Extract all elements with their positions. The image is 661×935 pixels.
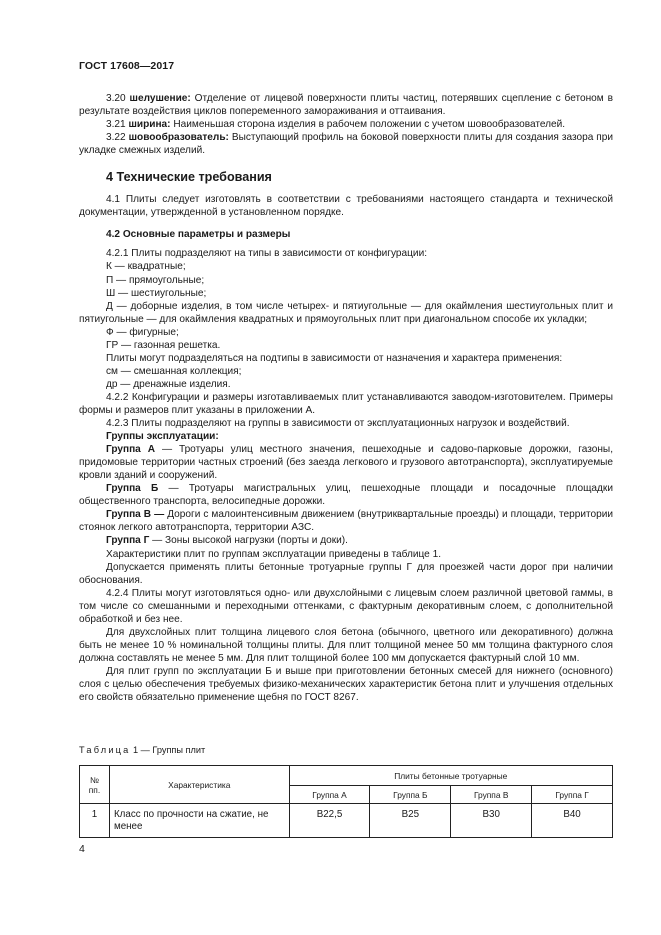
definition-text: Отделение от лицевой поверхности плиты частиц, потерявших сцепление с бетоном в результате воздействия циклов попеременного замораживания и оттаивания.	[79, 93, 613, 118]
row-number: 1	[80, 804, 110, 838]
col-header-group: Плиты бетонные тротуарные	[289, 766, 612, 786]
type-item-p: П — прямоугольные;	[106, 274, 205, 286]
col-header-characteristic: Характеристика	[109, 766, 289, 804]
definition-term: шелушение:	[129, 93, 191, 104]
subtype-item-sm: см — смешанная коллекция;	[106, 365, 242, 377]
page-header-standard: ГОСТ 17608—2017	[79, 60, 175, 72]
group-v	[79, 508, 613, 534]
paragraph-4-2-2: 4.2.2 Конфигурации и размеры изготавливаемых плит устанавливаются заводом-изготовителем. Примеры формы и размеров плит указаны в приложении А.	[79, 391, 613, 416]
group-text: — Тротуары улиц местного значения, пешеходные и садово-парковые дорожки, газоны, придомовые территории частных строений (без заезда легкового и грузового автотранспорта), эксплуатируемые кровли зданий и сооружений.	[79, 444, 613, 482]
table-caption	[79, 745, 205, 755]
type-item-gr: ГР — газонная решетка.	[106, 339, 221, 351]
definition-3-21	[79, 118, 613, 131]
paragraph-4-2-3: 4.2.3 Плиты подразделяют на группы в зависимости от эксплуатационных нагрузок и воздействий.	[106, 418, 570, 430]
col-header-group-a: Группа А	[289, 786, 370, 804]
definition-number: 3.20	[106, 93, 126, 104]
group-label: Группа Б	[106, 483, 159, 495]
groups-title: Группы эксплуатации:	[106, 431, 219, 443]
group-g	[79, 534, 613, 547]
col-header-group-v: Группа В	[451, 786, 532, 804]
group-text: — Тротуары магистральных улиц, пешеходные площади и посадочные площадки общественного транспорта, велосипедные дорожки.	[79, 483, 613, 508]
paragraph-allowed: Допускается применять плиты бетонные тротуарные группы Г для проезжей части дорог при наличии обоснования.	[79, 561, 613, 586]
paragraph-characteristics: Характеристики плит по группам эксплуатации приведены в таблице 1.	[106, 548, 442, 560]
type-item-d: Д — доборные изделия, в том числе четырех- и пятиугольные — для окаймления шестиугольных плит и пятиугольные — для окаймления квадратных и прямоугольных плит при диагональном способе их укладки;	[79, 300, 613, 325]
col-header-group-g: Группа Г	[532, 786, 613, 804]
page-number: 4	[79, 843, 85, 855]
paragraph-4-2-1: 4.2.1 Плиты подразделяют на типы в зависимости от конфигурации:	[106, 248, 428, 260]
value-group-v: В30	[451, 804, 532, 838]
value-group-g: В40	[532, 804, 613, 838]
subtype-item-dr: др — дренажные изделия.	[106, 378, 231, 390]
page-body	[79, 92, 613, 704]
col-header-group-b: Группа Б	[370, 786, 451, 804]
table-caption-prefix: Таблица	[79, 745, 131, 755]
section-title: 4 Технические требования	[106, 170, 272, 185]
type-item-f: Ф — фигурные;	[106, 326, 179, 338]
definition-text: Выступающий профиль на боковой поверхности плиты для создания зазора при укладке смежных изделий.	[79, 132, 613, 157]
group-a	[79, 443, 613, 482]
group-label: Группа Г	[106, 535, 150, 547]
paragraph-4-2-4: 4.2.4 Плиты могут изготовляться одно- или двухслойными с лицевым слоем различной цветовой гаммы, в том числе со смешанными и переходными оттенками, с фактурным декоративным слоем, с дополнительной обработкой и без нее.	[79, 587, 613, 625]
definition-text: Наименьшая сторона изделия в рабочем положении с учетом шовообразователей.	[170, 119, 566, 131]
group-label: Группа А	[106, 444, 156, 456]
definition-3-22	[79, 131, 613, 157]
definition-term: ширина:	[128, 119, 171, 131]
table-row	[80, 804, 613, 838]
subtypes-intro: Плиты могут подразделяться на подтипы в зависимости от назначения и характера применения:	[106, 352, 563, 364]
table-caption-title: 1 — Группы плит	[130, 745, 206, 755]
groups-table	[79, 765, 613, 838]
value-group-a: В22,5	[289, 804, 370, 838]
paragraph-groups-b: Для плит групп по эксплуатации Б и выше при приготовлении бетонных смесей для нижнего (основного) слоя с целью обеспечения требуемых физико-механических характеристик бетона плит и улучшения отдельных его свойств обязательно применение щебня по ГОСТ 8267.	[79, 665, 613, 704]
group-b	[79, 482, 613, 508]
type-item-k: К — квадратные;	[106, 261, 186, 273]
value-group-b: В25	[370, 804, 451, 838]
group-text: — Зоны высокой нагрузки (порты и доки).	[149, 535, 348, 547]
definition-3-20	[79, 92, 613, 118]
definition-number: 3.21	[106, 119, 126, 131]
subsection-title: 4.2 Основные параметры и размеры	[106, 229, 291, 241]
type-item-sh: Ш — шестиугольные;	[106, 287, 207, 299]
definition-term: шовообразователь:	[128, 132, 229, 144]
col-header-num: № пп.	[80, 766, 110, 804]
definition-number: 3.22	[106, 132, 126, 144]
paragraph-two-layer: Для двухслойных плит толщина лицевого слоя бетона (обычного, цветного или декоративного) должна быть не менее 10 % номинальной толщины плиты. Для плит толщиной менее 50 мм толщина фактурного слоя должна составлять не менее 5 мм. Для плит толщиной более 100 мм допускается фактурный слой 10 мм.	[79, 626, 613, 664]
paragraph-4-1: 4.1 Плиты следует изготовлять в соответствии с требованиями настоящего стандарта и технической документации, утвержденной в установленном порядке.	[79, 194, 613, 219]
group-label: Группа В —	[106, 509, 165, 521]
group-text: Дороги с малоинтенсивным движением (внутриквартальные проезды) и площади, территории стоянок легкого автотранспорта, территории АЗС.	[79, 509, 613, 534]
row-characteristic: Класс по прочности на сжатие, не менее	[109, 804, 289, 838]
